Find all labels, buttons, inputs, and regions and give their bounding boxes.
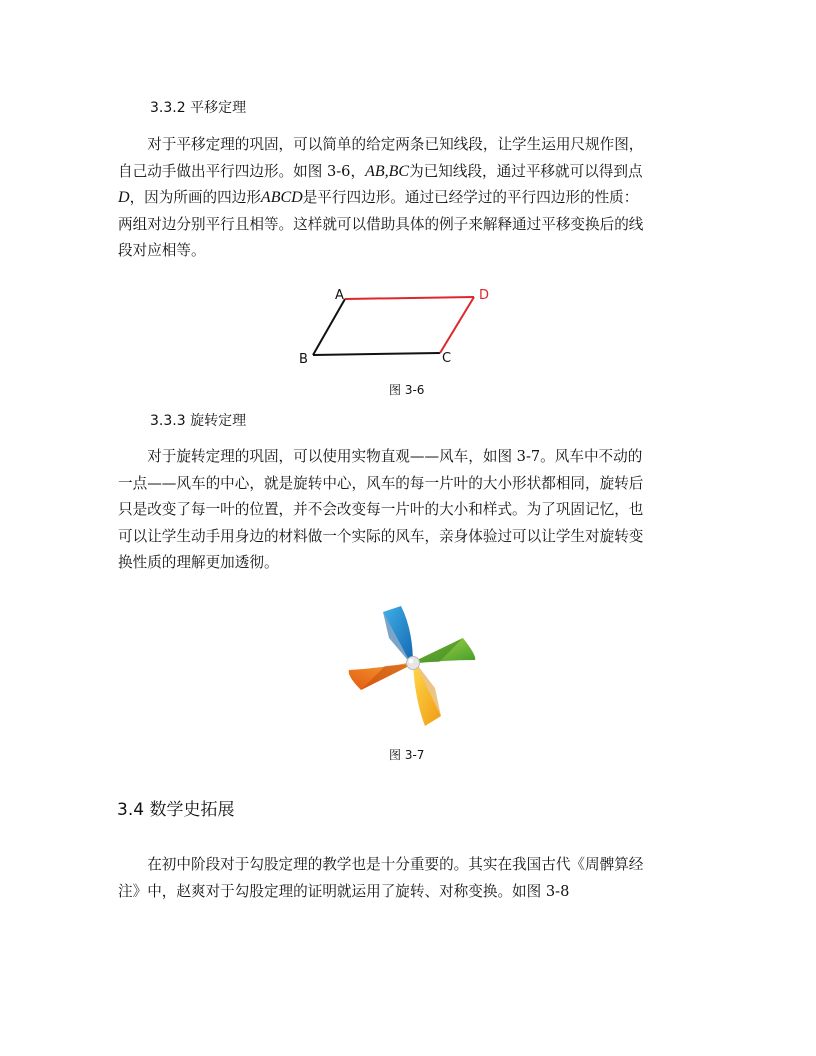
pinwheel-center-highlight <box>409 659 414 664</box>
math-d: D <box>118 189 130 207</box>
vertex-label-a: A <box>335 288 344 303</box>
para1-line2-a: 自己动手做出平行四边形。如图 3-6， <box>118 162 366 180</box>
section-heading-3-3-2: 3.3.2 平移定理 <box>150 100 247 116</box>
edge-ad <box>345 297 474 299</box>
parallelogram-figure <box>296 284 496 368</box>
para1-line1: 对于平移定理的巩固，可以简单的给定两条已知线段，让学生运用尺规作图， <box>147 136 644 153</box>
vertex-label-d: D <box>479 288 490 303</box>
paragraph-rotation <box>118 444 700 577</box>
para1-line5: 段对应相等。 <box>118 242 206 260</box>
para1-line4: 两组对边分别平行且相等。这样就可以借助具体的例子来解释通过平移变换后的线 <box>118 215 644 233</box>
math-abcd: ABCD <box>260 189 303 207</box>
edge-bc <box>313 353 440 355</box>
edge-ab <box>313 299 345 355</box>
para2-line4: 可以让学生动手用身边的材料做一个实际的风车，亲身体验过可以让学生对旋转变 <box>118 527 644 545</box>
section-heading-3-3-3: 3.3.3 旋转定理 <box>150 413 247 429</box>
para2-line2: 一点——风车的中心，就是旋转中心，风车的每一片叶的大小形状都相同，旋转后 <box>118 474 644 492</box>
para1-line3-b: 是平行四边形。通过已经学过的平行四边形的性质： <box>302 189 639 207</box>
para3-line2: 注》中，赵爽对于勾股定理的证明就运用了旋转、对称变换。如图 3-8 <box>118 882 570 900</box>
pinwheel-blade-blue <box>383 606 413 664</box>
para2-line5: 换性质的理解更加透彻。 <box>118 554 279 572</box>
paragraph-math-history <box>118 852 700 905</box>
figure-caption-3-6: 图 3-6 <box>389 383 425 397</box>
edge-dc <box>440 297 474 353</box>
para1-line2-b: 为已知线段，通过平移就可以得到点 <box>409 162 643 180</box>
para2-line3: 只是改变了每一叶的位置，并不会改变每一片叶的大小和样式。为了巩固记忆，也 <box>118 501 644 519</box>
section-heading-3-4: 3.4 数学史拓展 <box>117 800 235 820</box>
para1-line3-a: ，因为所画的四边形 <box>129 189 261 207</box>
pinwheel-image <box>343 590 483 736</box>
vertex-label-b: B <box>299 352 308 367</box>
figure-caption-3-7: 图 3-7 <box>389 748 425 762</box>
vertex-label-c: C <box>442 351 452 366</box>
paragraph-translation <box>118 132 700 265</box>
math-ab-bc: AB,BC <box>365 162 410 180</box>
pinwheel-blade-yellow <box>413 662 441 726</box>
pinwheel-center <box>407 657 420 670</box>
para2-line1: 对于旋转定理的巩固，可以使用实物直观——风车，如图 3-7。风车中不动的 <box>147 448 643 465</box>
para3-line1: 在初中阶段对于勾股定理的教学也是十分重要的。其实在我国古代《周髀算经 <box>147 856 644 873</box>
